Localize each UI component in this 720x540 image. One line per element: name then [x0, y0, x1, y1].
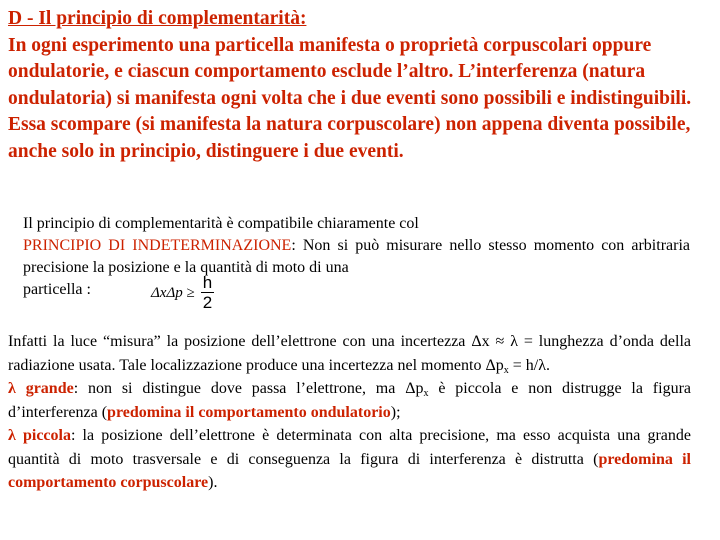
- big-lambda-text-b: è piccola e non distrugge la figura d’interferenza (: [8, 380, 692, 421]
- formula-denominator: 2: [202, 293, 213, 312]
- uncertainty-intro: Il principio di complementarità è compatibile chiaramente col: [23, 215, 419, 232]
- explanation-block: [8, 330, 691, 495]
- uncertainty-principle-label: PRINCIPIO DI INDETERMINAZIONE: [23, 237, 292, 254]
- formula-numerator: h: [202, 273, 213, 292]
- small-lambda-label: λ piccola: [8, 427, 71, 444]
- complementarity-statement: In ogni esperimento una particella manifesta o proprietà corpuscolari oppure ondulatorie, e ciascun comportamento esclude l’altro. L’interferenza (natura ondulatoria) si manifesta ogni volta che i due eventi sono possibili e indistinguibili. Essa scompare (si manifesta la natura corpuscolare) non appena diventa possibile, anche solo in principio, distinguere i due eventi.: [8, 34, 692, 162]
- measurement-paragraph: [8, 330, 691, 377]
- title-block: [8, 6, 708, 165]
- formula-line: [23, 273, 690, 312]
- big-lambda-paragraph: [8, 377, 691, 424]
- small-lambda-close: ).: [208, 474, 218, 491]
- section-heading: D - Il principio di complementarità:: [8, 8, 307, 29]
- big-lambda-subscript: x: [423, 388, 429, 399]
- measurement-subscript: x: [503, 364, 509, 376]
- uncertainty-block: [23, 213, 691, 312]
- heading-line: [8, 6, 708, 33]
- uncertainty-text: [23, 235, 690, 279]
- formula-fraction: [201, 274, 214, 311]
- formula-lhs: ΔxΔp ≥: [151, 284, 195, 301]
- particella-label: particella :: [23, 281, 91, 298]
- small-lambda-result: predomina il comportamento corpuscolare: [8, 450, 691, 491]
- big-lambda-label: λ grande: [8, 380, 74, 397]
- measurement-text: Infatti la luce “misura” la posizione dell’elettrone con una incertezza Δx ≈ λ = lunghezza d’onda della radiazione usata. Tale localizzazione produce una incertezza nel momento Δp: [8, 333, 691, 374]
- uncertainty-formula: [151, 274, 214, 311]
- big-lambda-result: predomina il comportamento ondulatorio: [107, 403, 391, 421]
- small-lambda-paragraph: [8, 424, 691, 495]
- uncertainty-rest: : Non si può misurare nello stesso momento con arbitraria precisione la posizione e la quantità di moto di una: [23, 237, 691, 276]
- measurement-end: = h/λ.: [508, 356, 550, 374]
- big-lambda-close: );: [390, 403, 401, 421]
- small-lambda-text: : la posizione dell’elettrone è determinata con alta precisione, ma esso acquista una grande quantità di moto trasversale e di conseguenza la figura di interferenza è distrutta (: [8, 427, 691, 468]
- big-lambda-text-a: : non si distingue dove passa l’elettrone, ma Δp: [73, 380, 424, 397]
